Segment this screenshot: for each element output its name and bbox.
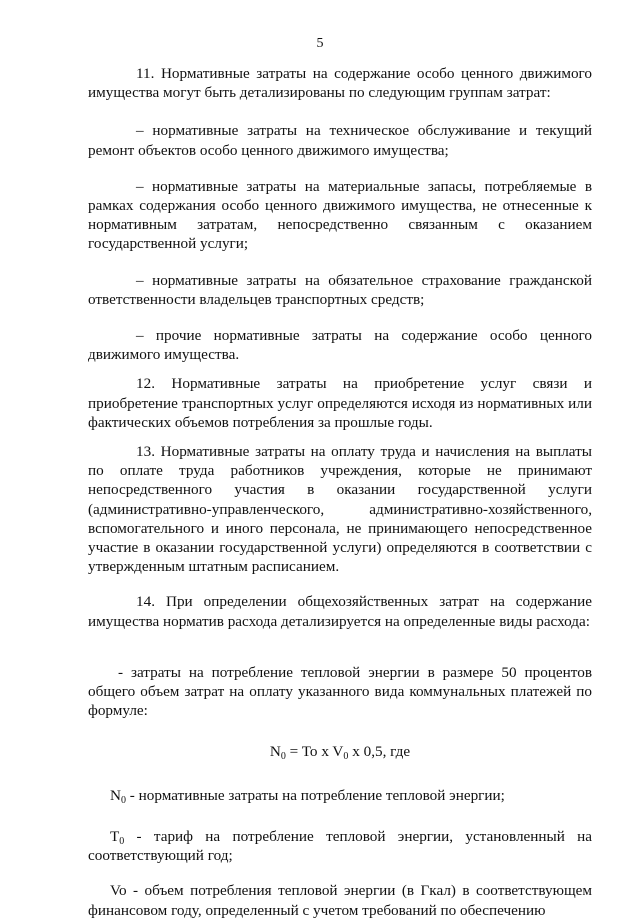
paragraph-11: 11. Нормативные затраты на содержание особо ценного движимого имущества могут быть детализированы по следующим группам затрат: xyxy=(88,65,592,102)
formula-n: N xyxy=(269,743,281,761)
definition-t0-text: - тариф на потребление тепловой энергии, установленный на соответствующий год; xyxy=(88,827,592,865)
definition-vo: Vo - объем потребления тепловой энергии (в Гкал) в соответствующем финансовом году, определенный с учетом требований по обеспечению xyxy=(88,882,592,919)
definition-n0 xyxy=(88,786,592,805)
page-number: 5 xyxy=(316,36,324,51)
heat-energy-costs: - затраты на потребление тепловой энергии в размере 50 процентов общего объем затрат на оплату указанного вида коммунальных платежей по формуле: xyxy=(88,663,592,720)
paragraph-13: 13. Нормативные затраты на оплату труда и начисления на выплаты по оплате труда работников учреждения, которые не принимают непосредственного участия в оказании государственной услуги (административно-управленческого, административно-хозяйственного, вспомогательного и иного персонала, не принимающего непосредственное участие в оказании государственной услуги) определяются в соответствии с утвержденным штатным расписанием. xyxy=(88,443,592,576)
definition-t0-subscript: 0 xyxy=(119,835,125,847)
definition-n0-subscript: 0 xyxy=(120,794,126,806)
list-item-maintenance: – нормативные затраты на техническое обслуживание и текущий ремонт объектов особо ценного движимого имущества; xyxy=(88,122,592,159)
list-item-materials: – нормативные затраты на материальные запасы, потребляемые в рамках содержания особо ценного движимого имущества, не отнесенные к нормативным затратам, непосредственно связанным с оказанием государственной услуги; xyxy=(88,177,592,253)
definition-n0-symbol: N xyxy=(110,786,121,804)
formula-n-subscript: 0 xyxy=(280,751,286,763)
formula-end: x 0,5, где xyxy=(348,743,411,761)
paragraph-12: 12. Нормативные затраты на приобретение услуг связи и приобретение транспортных услуг определяются исходя из нормативных или фактических объемов потребления за прошлые годы. xyxy=(88,375,592,431)
formula-middle: = To x V xyxy=(285,743,344,761)
formula xyxy=(88,742,592,761)
list-item-other: – прочие нормативные затраты на содержание особо ценного движимого имущества. xyxy=(88,327,592,364)
document-body xyxy=(88,64,592,920)
list-item-insurance: – нормативные затраты на обязательное страхование гражданской ответственности владельцев транспортных средств; xyxy=(88,271,592,308)
paragraph-14: 14. При определении общехозяйственных затрат на содержание имущества норматив расхода детализируется на определенные виды расхода: xyxy=(88,593,592,630)
definition-t0 xyxy=(88,827,592,865)
definition-n0-text: - нормативные затраты на потребление тепловой энергии; xyxy=(125,786,505,804)
definition-t0-symbol: T xyxy=(110,827,120,845)
formula-v-subscript: 0 xyxy=(343,751,349,763)
